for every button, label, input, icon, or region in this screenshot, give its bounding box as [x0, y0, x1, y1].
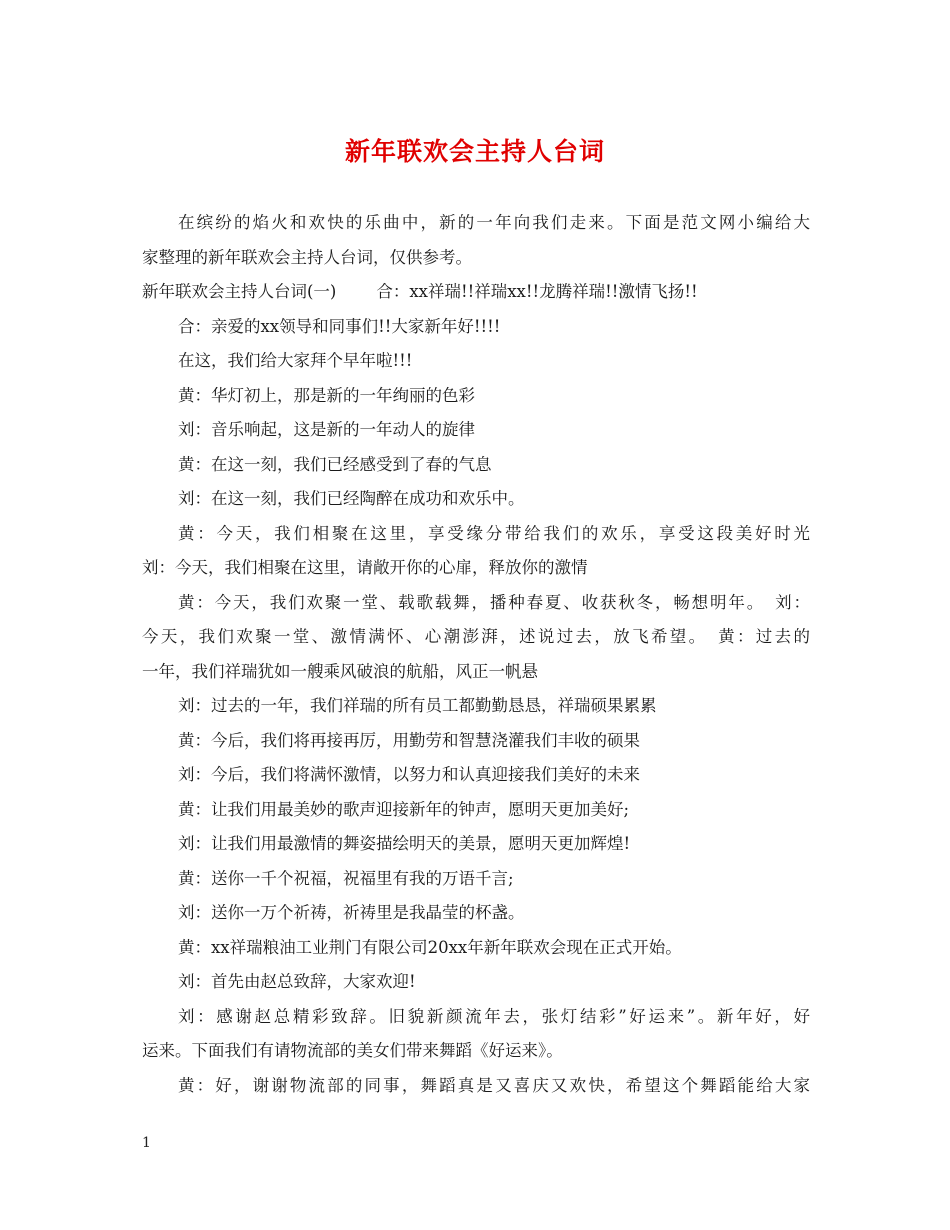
dialogue-line: 刘：在这一刻，我们已经陶醉在成功和欢乐中。: [178, 489, 525, 508]
paragraph-line: 家整理的新年联欢会主持人台词，仅供参考。: [142, 247, 472, 267]
dialogue-line: 运来。下面我们有请物流部的美女们带来舞蹈《好运来》。: [142, 1041, 563, 1060]
paragraph-line: 在缤纷的焰火和欢快的乐曲中，新的一年向我们走来。下面是范文网小编给大: [178, 213, 810, 232]
document-body: [142, 206, 810, 1103]
dialogue-line: 合：亲爱的xx领导和同事们!!大家新年好!!!!: [178, 316, 501, 336]
paragraph-line: [142, 275, 810, 310]
dialogue-line: 刘：过去的一年，我们祥瑞的所有员工都勤勤恳恳，祥瑞硕果累累: [178, 696, 657, 715]
dialogue-line: 刘：音乐响起，这是新的一年动人的旋律: [178, 420, 475, 439]
page-number: 1: [142, 1135, 151, 1151]
dialogue-line: 黄：华灯初上，那是新的一年绚丽的色彩: [178, 385, 475, 405]
dialogue-line: 黄：xx祥瑞粮油工业荆门有限公司20xx年新年联欢会现在正式开始。: [178, 937, 682, 957]
dialogue-line: 黄：送你一千个祝福，祝福里有我的万语千言;: [178, 868, 514, 888]
dialogue-line: 黄：今后，我们将再接再厉，用勤劳和智慧浇灌我们丰收的硕果: [178, 730, 640, 750]
dialogue-line: 黄：让我们用最美妙的歌声迎接新年的钟声，愿明天更加美好;: [178, 799, 630, 819]
document-title: 新年联欢会主持人台词: [344, 137, 605, 166]
dialogue-line: 刘：今后，我们将满怀激情，以努力和认真迎接我们美好的未来: [178, 765, 640, 784]
dialogue-line: 一年，我们祥瑞犹如一艘乘风破浪的航船，风正一帆悬: [142, 661, 538, 681]
dialogue-line: 刘：首先由赵总致辞，大家欢迎!: [178, 972, 416, 991]
dialogue-line: 黄：今天，我们相聚在这里，享受缘分带给我们的欢乐，享受这段美好时光: [178, 523, 810, 543]
dialogue-line: 黄：在这一刻，我们已经感受到了春的气息: [178, 454, 492, 474]
dialogue-line: 刘：感谢赵总精彩致辞。旧貌新颜流年去，张灯结彩”好运来”。新年好，好: [178, 1006, 810, 1026]
dialogue-line: 今天，我们欢聚一堂、激情满怀、心潮澎湃，述说过去，放飞希望。 黄：过去的: [142, 627, 810, 646]
dialogue-line: 合：xx祥瑞!!祥瑞xx!!龙腾祥瑞!!激情飞扬!!: [376, 282, 698, 301]
section-heading: 新年联欢会主持人台词(一): [142, 282, 337, 301]
dialogue-line: 刘：送你一万个祈祷，祈祷里是我晶莹的杯盏。: [178, 903, 525, 922]
dialogue-line: 黄：今天，我们欢聚一堂、载歌载舞，播种春夏、收获秋冬，畅想明年。 刘：: [178, 592, 810, 612]
dialogue-line: 刘：今天，我们相聚在这里，请敞开你的心扉，释放你的激情: [142, 558, 588, 577]
dialogue-line: 在这，我们给大家拜个早年啦!!!: [178, 351, 413, 370]
dialogue-line: 刘：让我们用最激情的舞姿描绘明天的美景，愿明天更加辉煌!: [178, 834, 631, 853]
dialogue-line: 黄：好，谢谢物流部的同事，舞蹈真是又喜庆又欢快，希望这个舞蹈能给大家: [178, 1075, 810, 1095]
